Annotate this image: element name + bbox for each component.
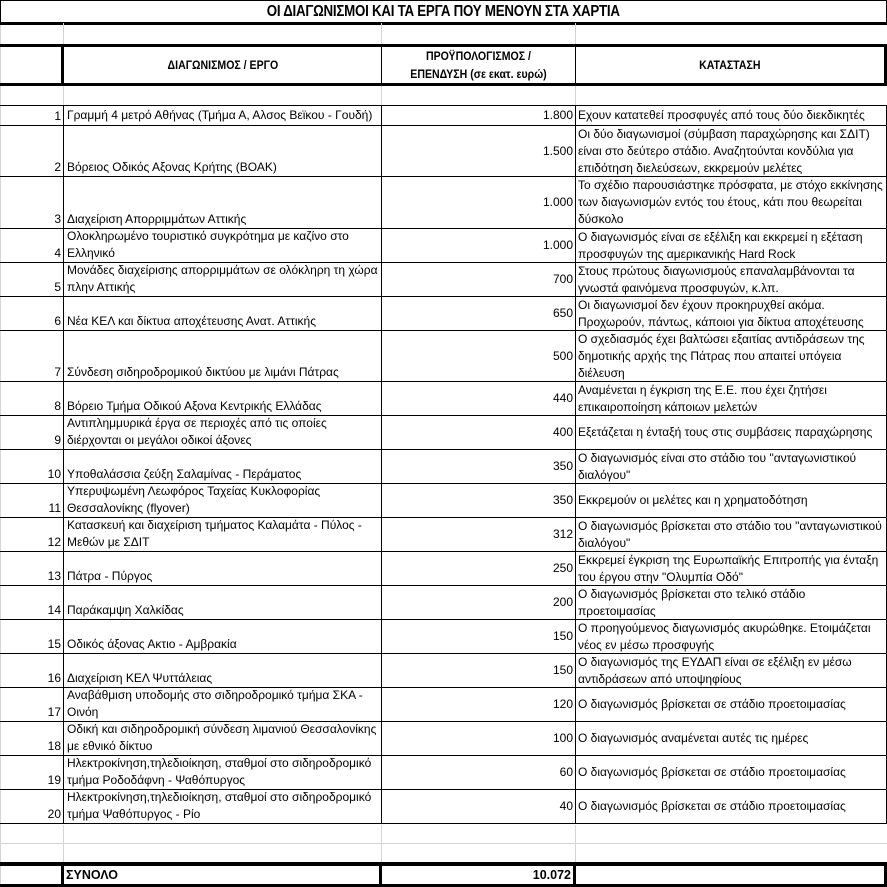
status-cell[interactable] <box>576 263 887 296</box>
budget-cell[interactable] <box>382 552 576 585</box>
status-cell-text: Ο διαγωνισμός βρίσκεται σε στάδιο προετοιμασίας <box>578 697 846 711</box>
status-cell-text: Εξετάζεται η ένταξή τους στις συμβάσεις παραχώρησης <box>578 425 873 439</box>
status-cell-text: Ο διαγωνισμός βρίσκεται σε στάδιο προετοιμασίας <box>578 799 846 813</box>
project-cell-text: Σύνδεση σιδηροδρομικού δικτύου με λιμάνι Πάτρας <box>67 365 339 379</box>
budget-cell[interactable] <box>382 297 576 330</box>
empty-cell[interactable] <box>576 844 887 862</box>
header-cell-status[interactable] <box>576 47 887 83</box>
project-cell[interactable] <box>64 297 382 330</box>
row-number-cell-text: 7 <box>54 365 61 379</box>
status-cell[interactable] <box>576 654 887 687</box>
project-cell[interactable] <box>64 586 382 619</box>
project-cell-text: Γραμμή 4 μετρό Αθήνας (Τμήμα Α, Αλσος Βεϊκου - Γουδή) <box>67 108 373 122</box>
project-cell-text: Μονάδες διαχείρισης απορριμμάτων σε ολόκληρη τη χώρα πλην Αττικής <box>67 263 378 294</box>
row-number-cell[interactable] <box>0 722 64 755</box>
sheet-title-text: ΟΙ ΔΙΑΓΩΝΙΣΜΟΙ ΚΑΙ ΤΑ ΕΡΓΑ ΠΟΥ ΜΕΝΟΥΝ ΣΤΑ ΧΑΡΤΙΑ <box>267 2 620 20</box>
empty-row <box>0 23 887 44</box>
budget-cell-text: 150 <box>552 629 573 643</box>
header-budget-line2: ΕΠΕΝΔΥΣΗ (σε εκατ. ευρώ) <box>410 67 547 81</box>
empty-cell[interactable] <box>576 825 887 843</box>
budget-cell-text: 250 <box>552 561 573 575</box>
project-cell[interactable] <box>64 177 382 228</box>
sheet-title[interactable] <box>0 0 887 25</box>
budget-cell-text: 440 <box>552 391 573 405</box>
row-number-cell-text: 14 <box>47 603 61 617</box>
empty-cell[interactable] <box>382 23 576 44</box>
status-cell[interactable] <box>576 620 887 653</box>
status-cell-text: Ο προηγούμενος διαγωνισμός ακυρώθηκε. Ετοιμάζεται νέος εν μέσω προσφυγής <box>578 620 871 652</box>
budget-cell[interactable] <box>382 126 576 176</box>
budget-cell[interactable] <box>382 106 576 125</box>
project-cell[interactable] <box>64 688 382 721</box>
budget-cell-text: 1.000 <box>542 238 573 252</box>
budget-cell-text: 200 <box>552 595 573 609</box>
project-cell-text: Ηλεκτροκίνηση,τηλεδιοίκηση, σταθμοί στο σιδηροδρομικό τμήμα Ψαθόπυργος - Ρίο <box>67 790 372 821</box>
row-number-cell-text: 16 <box>47 671 61 685</box>
row-number-cell-text: 2 <box>54 160 61 174</box>
row-number-cell-text: 9 <box>54 433 61 447</box>
row-number-cell[interactable] <box>0 450 64 483</box>
empty-cell[interactable] <box>382 86 576 105</box>
project-cell-text: Βόρειο Τμήμα Οδικού Αξονα Κεντρικής Ελλάδας <box>67 399 322 413</box>
project-cell-text: Διαχείριση ΚΕΛ Ψυττάλειας <box>67 671 213 685</box>
table-row <box>0 126 887 177</box>
table-row <box>0 756 887 790</box>
empty-cell[interactable] <box>576 86 887 105</box>
budget-cell[interactable] <box>382 450 576 483</box>
total-label-cell[interactable] <box>64 866 382 884</box>
total-cell-number[interactable] <box>0 866 64 884</box>
budget-cell-text: 120 <box>552 697 573 711</box>
empty-row <box>0 86 887 106</box>
project-cell-text: Αναβάθμιση υποδομής στο σιδηροδρομικό τμήμα ΣΚΑ - Οινόη <box>67 688 363 719</box>
budget-cell[interactable] <box>382 263 576 296</box>
row-number-cell-text: 20 <box>47 807 61 821</box>
project-cell[interactable] <box>64 126 382 176</box>
header-cell-budget[interactable] <box>382 47 576 83</box>
empty-cell[interactable] <box>0 86 64 105</box>
budget-cell-text: 40 <box>559 799 573 813</box>
row-number-cell-text: 13 <box>47 569 61 583</box>
table-row <box>0 484 887 518</box>
project-cell-text: Υποθαλάσσια ζεύξη Σαλαμίνας - Περάματος <box>67 467 302 481</box>
row-number-cell-text: 4 <box>54 246 61 260</box>
project-cell-text: Βόρειος Οδικός Αξονας Κρήτης (ΒΟΑΚ) <box>67 160 277 174</box>
row-number-cell[interactable] <box>0 382 64 415</box>
row-number-cell-text: 11 <box>48 501 61 515</box>
budget-cell[interactable] <box>382 756 576 789</box>
header-cell-number[interactable] <box>0 47 64 83</box>
budget-cell[interactable] <box>382 790 576 823</box>
row-number-cell[interactable] <box>0 586 64 619</box>
row-number-cell-text: 15 <box>47 637 61 651</box>
project-cell[interactable] <box>64 620 382 653</box>
table-row <box>0 106 887 126</box>
status-cell-text: Εκκρεμούν οι μελέτες και η χρηματοδότηση <box>578 493 808 507</box>
status-cell[interactable] <box>576 450 887 483</box>
empty-cell[interactable] <box>64 825 382 843</box>
row-number-cell-text: 18 <box>47 739 61 753</box>
row-number-cell[interactable] <box>0 688 64 721</box>
budget-cell[interactable] <box>382 688 576 721</box>
table-row <box>0 263 887 297</box>
project-cell[interactable] <box>64 450 382 483</box>
project-cell[interactable] <box>64 654 382 687</box>
status-cell-text: Ο διαγωνισμός βρίσκεται στο τελικό στάδιο προετοιμασίας <box>578 586 806 618</box>
status-cell-text: Ο διαγωνισμός βρίσκεται στο στάδιο του "ανταγωνιστικού διαλόγου" <box>578 518 882 550</box>
budget-cell-text: 100 <box>552 731 573 745</box>
budget-cell[interactable] <box>382 331 576 381</box>
table-row <box>0 518 887 552</box>
status-cell[interactable] <box>576 552 887 585</box>
status-cell-text: Αναμένεται η έγκριση της Ε.Ε. που έχει ζητήσει επικαιροποίηση κάποιων μελετών <box>578 382 827 414</box>
row-number-cell-text: 3 <box>54 212 61 226</box>
status-cell[interactable] <box>576 586 887 619</box>
status-cell-text: Ο διαγωνισμός της ΕΥΔΑΠ είναι σε εξέλιξη εν μέσω αντιδράσεων από υποψηφίους <box>578 654 852 686</box>
status-cell-text: Οι δύο διαγωνισμοί (σύμβαση παραχώρησης και ΣΔΙΤ) είναι στο δεύτερο στάδιο. Αναζητούνται κονδύλια για επιδότηση διελεύσεων, εκκρεμούν μελέτες <box>578 126 870 175</box>
status-cell-text: Ο διαγωνισμός είναι σε εξέλιξη και εκκρεμεί η εξέταση προσφυγών της αμερικανικής Hard Rock <box>578 229 863 261</box>
project-cell-text: Ηλεκτροκίνηση,τηλεδιοίκηση, σταθμοί στο σιδηροδρομικό τμήμα Ροδοδάφνη - Ψαθόπυργος <box>67 756 372 787</box>
status-cell[interactable] <box>576 722 887 755</box>
project-cell-text: Αντιπλημμυρικά έργα σε περιοχές από τις οποίες διέρχονται οι μεγάλοι οδικοί άξονες <box>67 416 327 447</box>
header-project-label: ΔΙΑΓΩΝΙΣΜΟΣ / ΕΡΓΟ <box>167 58 278 72</box>
budget-cell-text: 150 <box>552 663 573 677</box>
row-number-cell[interactable] <box>0 106 64 125</box>
row-number-cell-text: 1 <box>54 109 61 123</box>
row-number-cell-text: 12 <box>47 535 61 549</box>
header-cell-project[interactable] <box>64 47 382 83</box>
table-row <box>0 331 887 382</box>
project-cell-text: Νέα ΚΕΛ και δίκτυα αποχέτευσης Ανατ. Αττικής <box>67 314 317 328</box>
project-cell[interactable] <box>64 790 382 823</box>
budget-cell[interactable] <box>382 229 576 262</box>
table-header <box>0 44 887 86</box>
status-cell-text: Εχουν κατατεθεί προσφυγές από τους δύο διεκδικητές <box>578 108 865 122</box>
budget-cell-text: 312 <box>552 527 573 541</box>
budget-cell-text: 350 <box>552 493 573 507</box>
table-row <box>0 620 887 654</box>
table-row <box>0 229 887 263</box>
table-row <box>0 790 887 824</box>
project-cell[interactable] <box>64 382 382 415</box>
project-cell[interactable] <box>64 518 382 551</box>
table-row <box>0 654 887 688</box>
budget-cell[interactable] <box>382 586 576 619</box>
budget-cell-text: 1.000 <box>542 195 573 209</box>
table-row <box>0 552 887 586</box>
table-row <box>0 382 887 416</box>
project-cell[interactable] <box>64 552 382 585</box>
status-cell[interactable] <box>576 106 887 125</box>
status-cell-text: Ο σχεδιασμός έχει βαλτώσει εξαιτίας αντιδράσεων της δημοτικής αρχής της Πάτρας που απαιτεί υπόγεια διέλευση <box>578 331 865 380</box>
empty-row <box>0 825 887 844</box>
header-status-label: ΚΑΤΑΣΤΑΣΗ <box>699 58 761 72</box>
status-cell-text: Ο διαγωνισμός βρίσκεται σε στάδιο προετοιμασίας <box>578 765 846 779</box>
row-number-cell[interactable] <box>0 756 64 789</box>
row-number-cell[interactable] <box>0 790 64 823</box>
row-number-cell[interactable] <box>0 484 64 517</box>
empty-row <box>0 844 887 862</box>
budget-cell-text: 350 <box>552 459 573 473</box>
budget-cell-text: 1.800 <box>542 108 573 122</box>
status-cell-text: Στους πρώτους διαγωνισμούς επαναλαμβάνονται τα γνωστά φαινόμενα προσφυγών, κ.λπ. <box>578 263 855 295</box>
table-row <box>0 297 887 331</box>
status-cell-text: Εκκρεμεί έγκριση της Ευρωπαϊκής Επιτροπής για ένταξη του έργου στην "Ολυμπία Οδό" <box>578 552 879 584</box>
budget-cell[interactable] <box>382 484 576 517</box>
status-cell[interactable] <box>576 756 887 789</box>
row-number-cell[interactable] <box>0 552 64 585</box>
status-cell[interactable] <box>576 297 887 330</box>
row-number-cell-text: 8 <box>54 399 61 413</box>
total-status-cell[interactable] <box>576 866 887 884</box>
empty-cell[interactable] <box>0 825 64 843</box>
row-number-cell-text: 5 <box>54 280 61 294</box>
status-cell[interactable] <box>576 177 887 228</box>
project-cell[interactable] <box>64 416 382 449</box>
status-cell[interactable] <box>576 331 887 381</box>
project-cell[interactable] <box>64 106 382 125</box>
empty-cell[interactable] <box>382 825 576 843</box>
budget-cell[interactable] <box>382 722 576 755</box>
budget-cell[interactable] <box>382 382 576 415</box>
budget-cell-text: 400 <box>552 425 573 439</box>
project-cell-text: Οδική και σιδηροδρομική σύνδεση λιμανιού Θεσσαλονίκης με εθνικό δίκτυο <box>67 722 377 753</box>
row-number-cell[interactable] <box>0 416 64 449</box>
project-cell-text: Κατασκευή και διαχείριση τμήματος Καλαμάτα - Πύλος - Μεθών με ΣΔΙΤ <box>67 518 362 549</box>
project-cell[interactable] <box>64 263 382 296</box>
project-cell[interactable] <box>64 756 382 789</box>
empty-cell[interactable] <box>64 86 382 105</box>
budget-cell[interactable] <box>382 416 576 449</box>
table-row <box>0 688 887 722</box>
table-row <box>0 586 887 620</box>
status-cell[interactable] <box>576 790 887 823</box>
budget-cell-text: 1.500 <box>542 143 573 158</box>
status-cell[interactable] <box>576 126 887 176</box>
project-cell-text: Οδικός άξονας Ακτιο - Αμβρακία <box>67 637 237 651</box>
project-cell[interactable] <box>64 331 382 381</box>
row-number-cell[interactable] <box>0 518 64 551</box>
row-number-cell[interactable] <box>0 263 64 296</box>
project-cell[interactable] <box>64 484 382 517</box>
empty-cell[interactable] <box>0 844 64 862</box>
row-number-cell[interactable] <box>0 331 64 381</box>
header-budget-label <box>410 47 546 83</box>
table-row <box>0 177 887 229</box>
budget-cell-text: 500 <box>552 348 573 363</box>
table-row <box>0 722 887 756</box>
project-cell-text: Ολοκληρωμένο τουριστικό συγκρότημα με καζίνο στο Ελληνικό <box>67 229 349 260</box>
row-number-cell-text: 6 <box>54 314 61 328</box>
total-value: 10.072 <box>532 867 571 882</box>
status-cell[interactable] <box>576 484 887 517</box>
empty-cell[interactable] <box>576 23 887 44</box>
total-value-cell[interactable] <box>382 866 576 884</box>
budget-cell[interactable] <box>382 654 576 687</box>
budget-cell-text: 60 <box>559 765 573 779</box>
project-cell-text: Διαχείριση Απορριμμάτων Αττικής <box>67 212 247 226</box>
table-row <box>0 450 887 484</box>
status-cell-text: Οι διαγωνισμοί δεν έχουν προκηρυχθεί ακόμα. Προχωρούν, πάντως, κάποιοι για δίκτυα αποχέτευσης <box>578 297 864 329</box>
row-number-cell-text: 19 <box>47 773 61 787</box>
row-number-cell[interactable] <box>0 177 64 228</box>
row-number-cell[interactable] <box>0 297 64 330</box>
row-number-cell[interactable] <box>0 229 64 262</box>
row-number-cell[interactable] <box>0 126 64 176</box>
budget-cell[interactable] <box>382 620 576 653</box>
row-number-cell-text: 10 <box>47 467 61 481</box>
project-cell-text: Πάτρα - Πύργος <box>67 569 153 583</box>
budget-cell[interactable] <box>382 518 576 551</box>
empty-cell[interactable] <box>0 23 64 44</box>
status-cell[interactable] <box>576 416 887 449</box>
header-budget-line1: ΠΡΟΫΠΟΛΟΓΙΣΜΟΣ / <box>425 49 531 63</box>
project-cell-text: Υπερυψωμένη Λεωφόρος Ταχείας Κυκλοφορίας Θεσσαλονίκης (flyover) <box>67 484 321 515</box>
row-number-cell[interactable] <box>0 620 64 653</box>
empty-cell[interactable] <box>382 844 576 862</box>
total-label: ΣΥΝΟΛΟ <box>66 867 118 882</box>
status-cell-text: Ο διαγωνισμός είναι στο στάδιο του "ανταγωνιστικού διαλόγου" <box>578 450 857 482</box>
empty-cell[interactable] <box>64 23 382 44</box>
budget-cell[interactable] <box>382 177 576 228</box>
status-cell[interactable] <box>576 229 887 262</box>
project-cell[interactable] <box>64 722 382 755</box>
status-cell[interactable] <box>576 688 887 721</box>
status-cell-text: Το σχέδιο παρουσιάστηκε πρόσφατα, με στόχο εκκίνησης των διαγωνισμών εντός του έτους, κάτι που θεωρείται δύσκολο <box>578 178 883 226</box>
total-row <box>0 862 887 887</box>
table-row <box>0 416 887 450</box>
project-cell-text: Παράκαμψη Χαλκίδας <box>67 603 184 617</box>
status-cell[interactable] <box>576 382 887 415</box>
budget-cell-text: 700 <box>552 272 573 286</box>
row-number-cell-text: 17 <box>47 705 61 719</box>
budget-cell-text: 650 <box>552 306 573 320</box>
status-cell[interactable] <box>576 518 887 551</box>
row-number-cell[interactable] <box>0 654 64 687</box>
empty-cell[interactable] <box>64 844 382 862</box>
project-cell[interactable] <box>64 229 382 262</box>
status-cell-text: Ο διαγωνισμός αναμένεται αυτές τις ημέρες <box>578 731 809 745</box>
